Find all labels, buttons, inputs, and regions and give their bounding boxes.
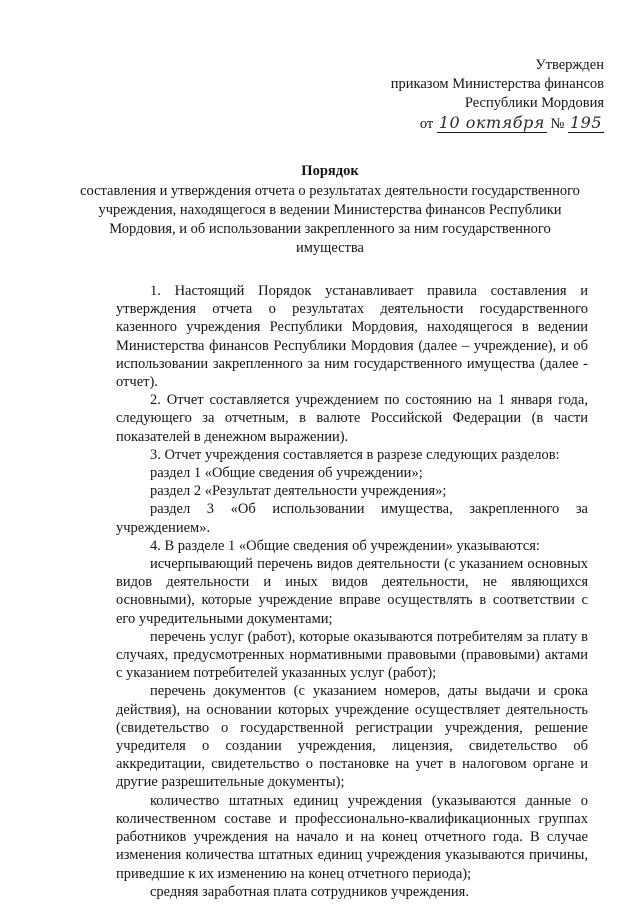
list-item-documents: перечень документов (с указанием номеров, даты выдачи и срока действия), на основании которых учреждение осуществляет деятельность (свидетельство о государственной регистрации учреждения, решение учредителя о создании учреждения, лицензия, свидетельство об аккредитации, свидетельство о постановке на учет в налоговом органе и другие разрешительные документы); (116, 683, 588, 791)
section-item-1: раздел 1 «Общие сведения об учреждении»; (150, 465, 423, 482)
handwritten-number: 195 (569, 113, 602, 132)
approval-line-republic: Республики Мордовия (464, 95, 604, 111)
document-body (116, 282, 588, 901)
list-item-services: перечень услуг (работ), которые оказываются потребителям за плату в случаях, предусмотренных нормативными правовыми (правовыми) актами с указанием потребителей указанных услуг (работ); (116, 628, 588, 682)
document-title: Порядок (301, 163, 359, 179)
approval-date-number-line (364, 113, 604, 134)
handwritten-date: 10 октября (438, 113, 545, 132)
list-item-average-salary: средняя заработная плата сотрудников учреждения. (150, 883, 469, 900)
list-item-activities: исчерпывающий перечень видов деятельности (с указанием основных видов деятельности и иных видов деятельности, не являющихся основными), которые учреждение вправе осуществлять в соответствии с его учредительными документами; (116, 556, 588, 627)
section-item-3: раздел 3 «Об использовании имущества, закрепленного за учреждением». (116, 501, 588, 536)
paragraph-2: 2. Отчет составляется учреждением по состоянию на 1 января года, следующего за отчетным, в валюте Российской Федерации (в части показателей в денежном выражении). (116, 392, 588, 445)
approval-stamp-block (364, 56, 604, 134)
approval-line-order: приказом Министерства финансов (390, 76, 604, 92)
document-heading (80, 162, 580, 258)
document-subtitle: составления и утверждения отчета о результатах деятельности государственного учреждения, находящегося в ведении Министерства финансов Республики Мордовия, и об использовании закрепленного за ним государственного имущества (80, 183, 580, 256)
list-item-staff-count: количество штатных единиц учреждения (указываются данные о количественном составе и профессионально-квалификационных группах работников учреждения на начало и на конец отчетного года. В случае изменения количества штатных единиц учреждения указываются причины, приведшие к их изменению на конец отчетного периода); (116, 792, 588, 882)
section-item-2: раздел 2 «Результат деятельности учреждения»; (150, 483, 447, 500)
number-label: № (550, 116, 565, 132)
from-label: от (419, 116, 434, 132)
approval-line-approved: Утвержден (535, 57, 604, 73)
paragraph-3: 3. Отчет учреждения составляется в разрезе следующих разделов: (150, 446, 560, 463)
paragraph-4: 4. В разделе 1 «Общие сведения об учреждении» указываются: (150, 537, 540, 554)
paragraph-1: 1. Настоящий Порядок устанавливает правила составления и утверждения отчета о результатах деятельности государственного казенного учреждения Республики Мордовия, находящегося в ведении Министерства финансов Республики Мордовия (далее – учреждение), и об использовании закрепленного за ним государственного имущества (далее - отчет). (116, 283, 588, 391)
